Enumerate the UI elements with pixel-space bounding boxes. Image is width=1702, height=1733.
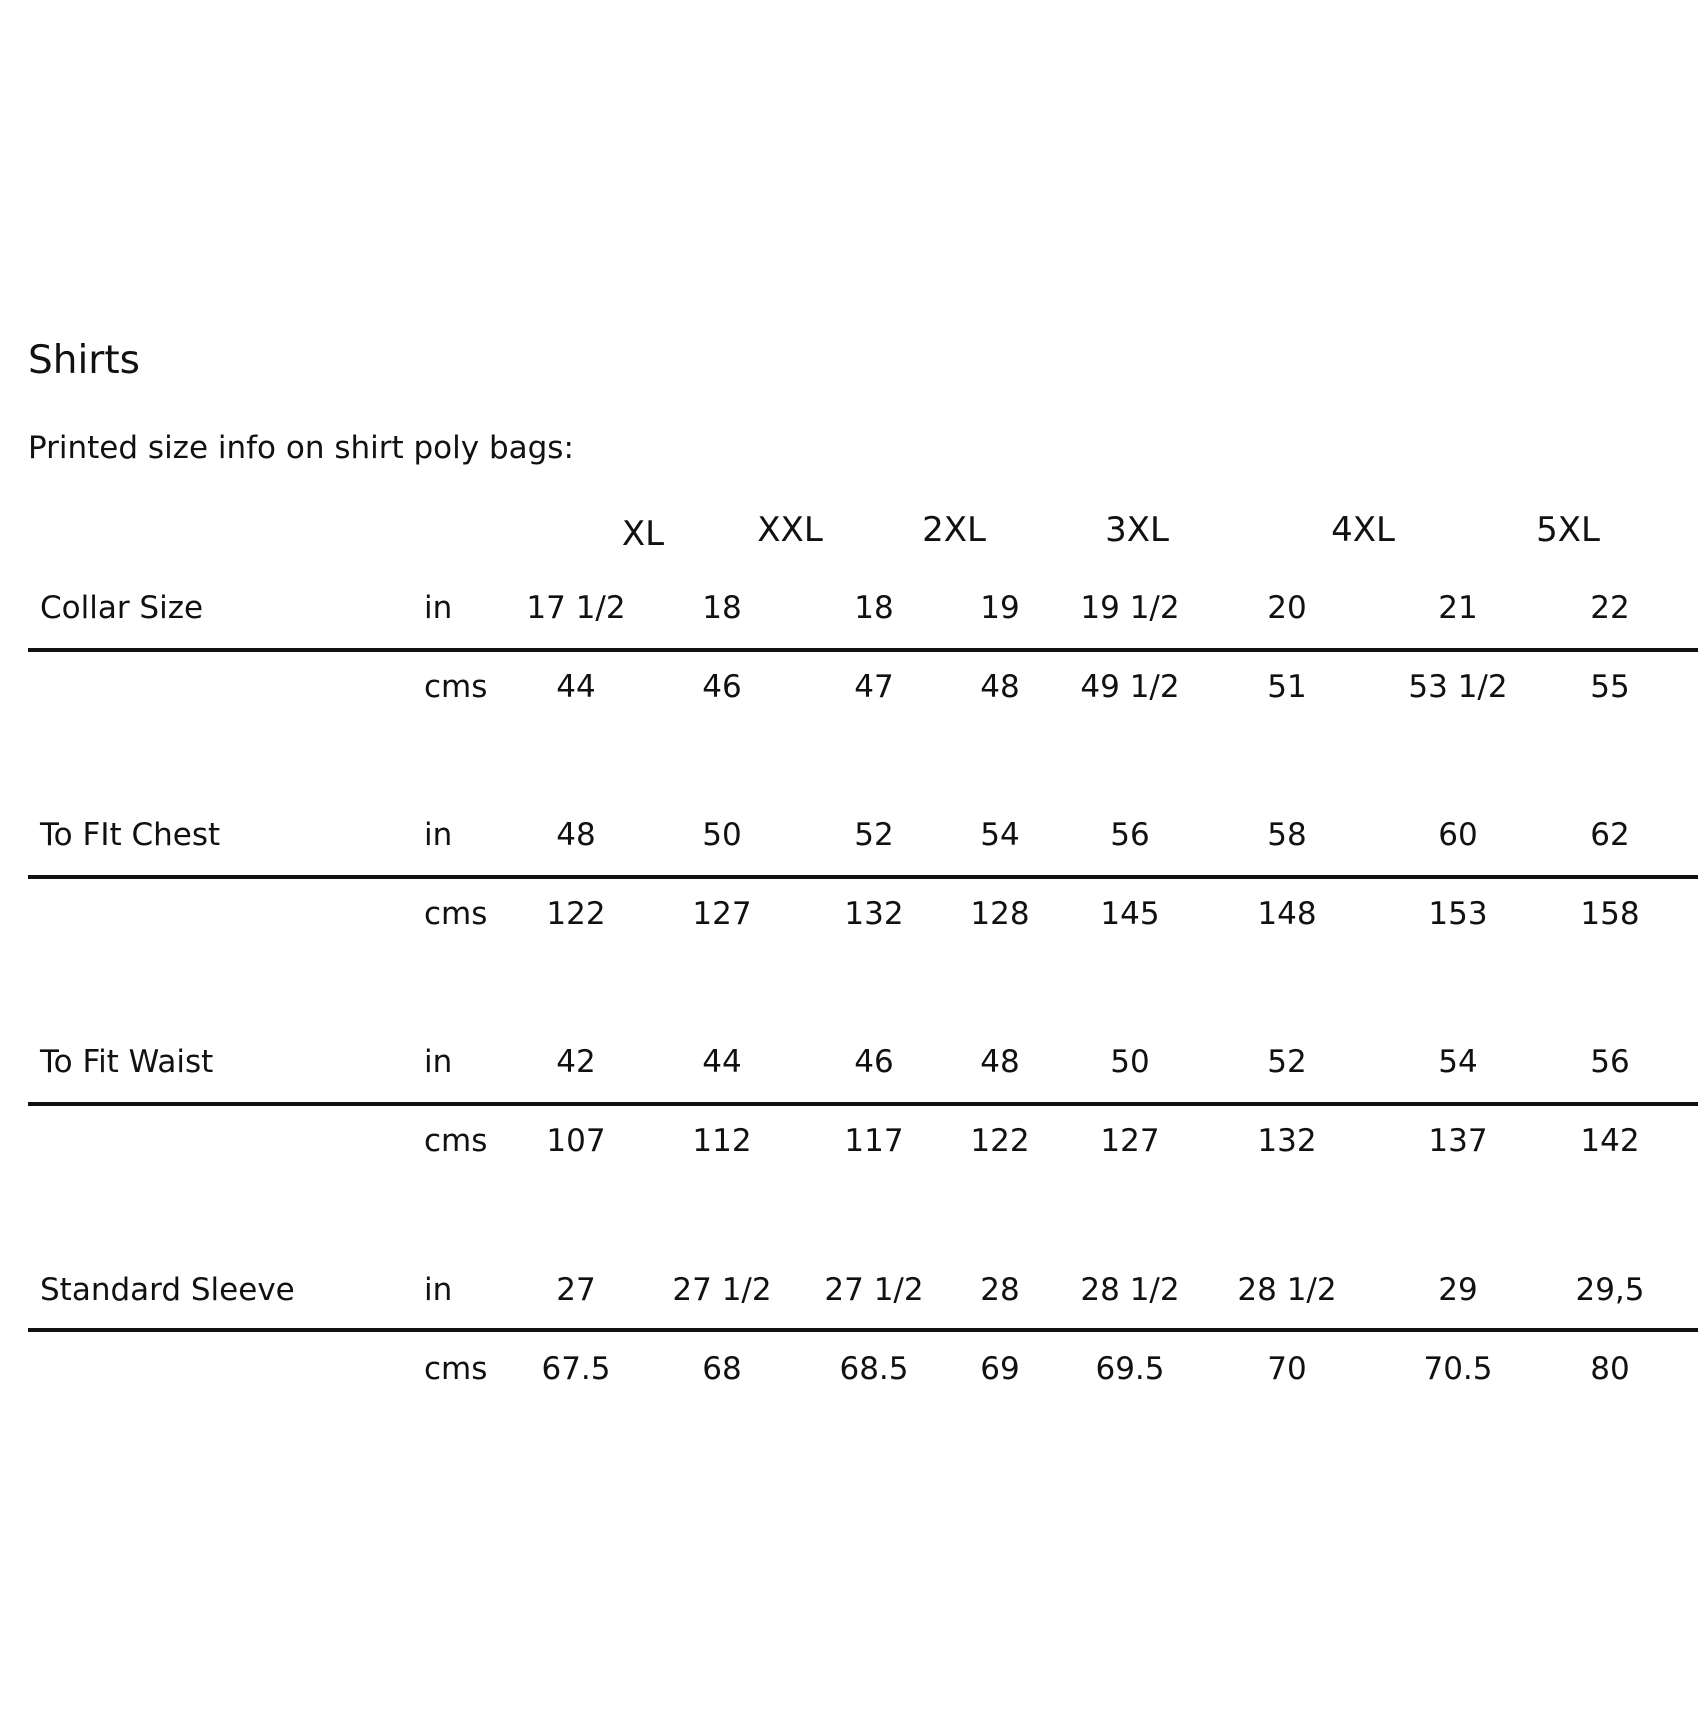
table-cell: 80 — [1590, 1351, 1630, 1387]
table-cell: 145 — [1100, 896, 1160, 932]
table-cell: 20 — [1267, 590, 1307, 626]
table-cell: 19 — [980, 590, 1020, 626]
table-cell: 142 — [1580, 1123, 1640, 1159]
table-cell: 42 — [556, 1044, 596, 1080]
table-cell: 29 — [1438, 1272, 1478, 1308]
table-cell: 128 — [970, 896, 1030, 932]
row-divider — [28, 648, 1698, 652]
unit-label: cms — [424, 1123, 488, 1159]
table-cell: 53 1/2 — [1408, 669, 1508, 705]
page-subtitle: Printed size info on shirt poly bags: — [28, 430, 574, 466]
table-cell: 48 — [980, 1044, 1020, 1080]
table-cell: 56 — [1590, 1044, 1630, 1080]
table-cell: 22 — [1590, 590, 1630, 626]
table-cell: 137 — [1428, 1123, 1488, 1159]
table-cell: 68.5 — [839, 1351, 909, 1387]
row-label-collar-size: Collar Size — [40, 590, 204, 626]
table-cell: 44 — [556, 669, 596, 705]
row-divider — [28, 875, 1698, 879]
page-title: Shirts — [28, 338, 140, 383]
table-cell: 17 1/2 — [526, 590, 626, 626]
table-cell: 132 — [844, 896, 904, 932]
table-cell: 21 — [1438, 590, 1478, 626]
table-cell: 44 — [702, 1044, 742, 1080]
table-cell: 117 — [844, 1123, 904, 1159]
table-cell: 52 — [1267, 1044, 1307, 1080]
unit-label: in — [424, 817, 453, 853]
table-cell: 122 — [970, 1123, 1030, 1159]
row-label-standard-sleeve: Standard Sleeve — [40, 1272, 295, 1308]
table-cell: 127 — [692, 896, 752, 932]
table-cell: 54 — [980, 817, 1020, 853]
unit-label: in — [424, 590, 453, 626]
table-cell: 28 1/2 — [1080, 1272, 1180, 1308]
table-cell: 50 — [702, 817, 742, 853]
table-cell: 112 — [692, 1123, 752, 1159]
size-header-xxl: XXL — [757, 510, 823, 550]
table-cell: 49 1/2 — [1080, 669, 1180, 705]
size-header-xl: XL — [621, 514, 665, 554]
table-cell: 52 — [854, 817, 894, 853]
table-cell: 51 — [1267, 669, 1307, 705]
unit-label: in — [424, 1044, 453, 1080]
table-cell: 70.5 — [1423, 1351, 1493, 1387]
table-cell: 122 — [546, 896, 606, 932]
table-cell: 28 — [980, 1272, 1020, 1308]
row-divider — [28, 1328, 1698, 1332]
table-cell: 58 — [1267, 817, 1307, 853]
table-cell: 132 — [1257, 1123, 1317, 1159]
table-cell: 46 — [854, 1044, 894, 1080]
size-header-4xl: 4XL — [1331, 510, 1395, 550]
row-label-to-fit-waist: To Fit Waist — [40, 1044, 214, 1080]
unit-label: cms — [424, 669, 488, 705]
size-header-2xl: 2XL — [922, 510, 986, 550]
table-cell: 67.5 — [541, 1351, 611, 1387]
table-cell: 27 1/2 — [824, 1272, 924, 1308]
table-cell: 18 — [854, 590, 894, 626]
table-cell: 68 — [702, 1351, 742, 1387]
table-cell: 153 — [1428, 896, 1488, 932]
table-cell: 28 1/2 — [1237, 1272, 1337, 1308]
table-cell: 70 — [1267, 1351, 1307, 1387]
row-label-to-fit-chest: To FIt Chest — [40, 817, 221, 853]
unit-label: in — [424, 1272, 453, 1308]
table-cell: 47 — [854, 669, 894, 705]
table-cell: 48 — [556, 817, 596, 853]
unit-label: cms — [424, 1351, 488, 1387]
table-cell: 19 1/2 — [1080, 590, 1180, 626]
table-cell: 158 — [1580, 896, 1640, 932]
table-cell: 69.5 — [1095, 1351, 1165, 1387]
table-cell: 60 — [1438, 817, 1478, 853]
table-cell: 127 — [1100, 1123, 1160, 1159]
table-cell: 107 — [546, 1123, 606, 1159]
table-cell: 18 — [702, 590, 742, 626]
unit-label: cms — [424, 896, 488, 932]
table-cell: 46 — [702, 669, 742, 705]
table-cell: 27 — [556, 1272, 596, 1308]
table-cell: 50 — [1110, 1044, 1150, 1080]
table-cell: 55 — [1590, 669, 1630, 705]
table-cell: 48 — [980, 669, 1020, 705]
table-cell: 27 1/2 — [672, 1272, 772, 1308]
table-cell: 148 — [1257, 896, 1317, 932]
size-header-3xl: 3XL — [1105, 510, 1169, 550]
row-divider — [28, 1102, 1698, 1106]
table-cell: 62 — [1590, 817, 1630, 853]
size-header-5xl: 5XL — [1536, 510, 1600, 550]
table-cell: 29,5 — [1575, 1272, 1645, 1308]
table-cell: 56 — [1110, 817, 1150, 853]
table-cell: 69 — [980, 1351, 1020, 1387]
table-cell: 54 — [1438, 1044, 1478, 1080]
